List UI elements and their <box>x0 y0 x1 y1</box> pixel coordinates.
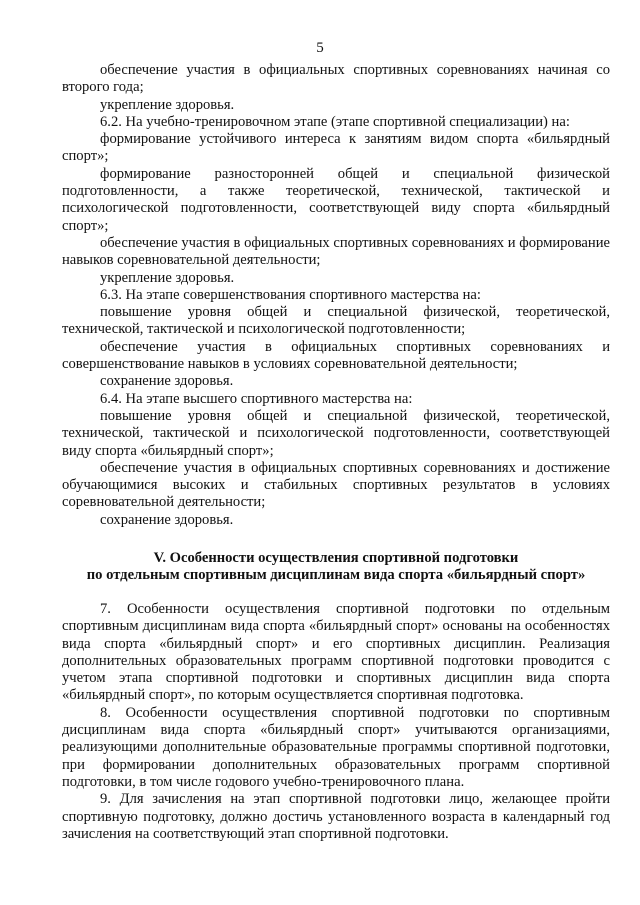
paragraph: формирование устойчивого интереса к занятиям видом спорта «бильярдный спорт»; <box>62 131 610 165</box>
paragraph: 6.3. На этапе совершенствования спортивного мастерства на: <box>100 286 481 303</box>
paragraph: обеспечение участия в официальных спортивных соревнованиях и достижение обучающимися высоких и стабильных спортивных результатов в условиях соревновательной деятельности; <box>62 459 610 511</box>
paragraph: повышение уровня общей и специальной физической, теоретической, технической, тактической и психологической подготовленности; <box>62 304 610 338</box>
paragraph: сохранение здоровья. <box>100 511 234 528</box>
paragraph: 9. Для зачисления на этап спортивной подготовки лицо, желающее пройти спортивную подготовку, должно достичь установленного возраста в календарный год зачисления на соответствующий этап спортивной подготовки. <box>62 791 610 842</box>
paragraph: укрепление здоровья. <box>100 269 235 286</box>
paragraph: обеспечение участия в официальных спортивных соревнованиях и совершенствование навыков в условиях соревновательной деятельности; <box>62 338 610 373</box>
paragraph: 7. Особенности осуществления спортивной подготовки по отдельным спортивным дисциплинам вида спорта «бильярдный спорт» основаны на особенностях вида спорта «бильярдный спорт» и его спортивных дисциплин. Реализация дополнительных образовательных программ спортивной подготовки проводится с учетом этапа спортивной подготовки и спортивных дисциплин вида спорта «бильярдный спорт», по которым осуществляется спортивная подготовка. <box>62 601 610 704</box>
paragraph: укрепление здоровья. <box>100 96 235 113</box>
paragraph: повышение уровня общей и специальной физической, теоретической, технической, тактической и психологической подготовленности, соответствующей виду спорта «бильярдный спорт»; <box>62 407 610 459</box>
body-text-top <box>62 62 610 529</box>
paragraph: формирование разносторонней общей и специальной физической подготовленности, а также теоретической, технической, тактической и психологической подготовленности, соответствующей виду спорта «бильярдный спорт»; <box>62 165 610 234</box>
paragraph: 6.4. На этапе высшего спортивного мастерства на: <box>100 390 413 407</box>
paragraph: 8. Особенности осуществления спортивной подготовки по спортивным дисциплинам вида спорта «бильярдный спорт» учитываются организациями, реализующими дополнительные образовательные программы спортивной подготовки, при формировании дополнительных образовательных программ спортивной подготовки, в том числе годового учебно-тренировочного плана. <box>62 704 610 790</box>
paragraph: обеспечение участия в официальных спортивных соревнованиях начиная со второго года; <box>62 62 610 96</box>
page-number: 5 <box>316 40 324 56</box>
body-text-bottom <box>62 601 610 843</box>
paragraph: сохранение здоровья. <box>100 373 234 390</box>
paragraph: 6.2. На учебно-тренировочном этапе (этапе спортивной специализации) на: <box>100 113 570 130</box>
paragraph: обеспечение участия в официальных спортивных соревнованиях и формирование навыков соревновательной деятельности; <box>62 234 610 269</box>
section-heading-line-1: V. Особенности осуществления спортивной подготовки <box>153 550 519 566</box>
section-heading-line-2: по отдельным спортивным дисциплинам вида спорта «бильярдный спорт» <box>86 567 586 584</box>
section-heading <box>62 550 610 585</box>
